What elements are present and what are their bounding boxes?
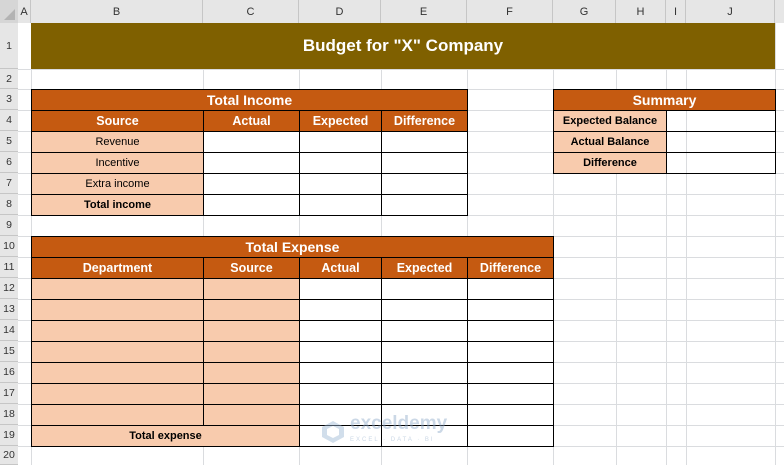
- expense-header-department: Department: [31, 257, 204, 279]
- income-total-difference[interactable]: [381, 194, 468, 216]
- column-header-f[interactable]: F: [467, 0, 553, 23]
- select-all-triangle-icon: [0, 0, 18, 23]
- expense-department-cell[interactable]: [31, 320, 204, 342]
- sheet-title: Budget for "X" Company: [31, 23, 775, 69]
- watermark-brand: exceldemy: [350, 413, 448, 434]
- income-actual-cell[interactable]: [203, 173, 300, 195]
- income-expected-cell[interactable]: [299, 152, 382, 174]
- row-header-19[interactable]: 19: [0, 425, 18, 446]
- expense-source-cell[interactable]: [203, 383, 300, 405]
- expense-department-cell[interactable]: [31, 404, 204, 426]
- expense-expected-cell[interactable]: [381, 362, 468, 384]
- expense-total-label: Total expense: [31, 425, 300, 447]
- row-header-1[interactable]: 1: [0, 23, 18, 69]
- expense-header-actual: Actual: [299, 257, 382, 279]
- expense-actual-cell[interactable]: [299, 299, 382, 321]
- expense-expected-cell[interactable]: [381, 383, 468, 405]
- row-header-6[interactable]: 6: [0, 152, 18, 173]
- income-header-actual: Actual: [203, 110, 300, 132]
- summary-difference-value[interactable]: [666, 152, 776, 174]
- gridline-horizontal: [18, 69, 784, 70]
- summary-difference-label: Difference: [553, 152, 667, 174]
- expense-difference-cell[interactable]: [467, 362, 554, 384]
- income-total-expected[interactable]: [299, 194, 382, 216]
- income-difference-cell[interactable]: [381, 173, 468, 195]
- row-header-3[interactable]: 3: [0, 89, 18, 110]
- expense-source-cell[interactable]: [203, 299, 300, 321]
- row-header-11[interactable]: 11: [0, 257, 18, 278]
- expense-header-difference: Difference: [467, 257, 554, 279]
- row-header-13[interactable]: 13: [0, 299, 18, 320]
- income-header-difference: Difference: [381, 110, 468, 132]
- income-source-revenue: Revenue: [31, 131, 204, 153]
- expense-expected-cell[interactable]: [381, 404, 468, 426]
- column-header-g[interactable]: G: [553, 0, 616, 23]
- expense-department-cell[interactable]: [31, 278, 204, 300]
- row-header-16[interactable]: 16: [0, 362, 18, 383]
- row-header-20[interactable]: 20: [0, 446, 18, 465]
- summary-expected-balance-label: Expected Balance: [553, 110, 667, 132]
- column-header-e[interactable]: E: [381, 0, 467, 23]
- expense-actual-cell[interactable]: [299, 278, 382, 300]
- expense-department-cell[interactable]: [31, 299, 204, 321]
- income-difference-cell[interactable]: [381, 152, 468, 174]
- row-header-17[interactable]: 17: [0, 383, 18, 404]
- expense-header-source: Source: [203, 257, 300, 279]
- expense-difference-cell[interactable]: [467, 299, 554, 321]
- column-header-h[interactable]: H: [616, 0, 666, 23]
- row-header-8[interactable]: 8: [0, 194, 18, 215]
- income-source-incentive: Incentive: [31, 152, 204, 174]
- row-header-2[interactable]: 2: [0, 69, 18, 89]
- row-header-5[interactable]: 5: [0, 131, 18, 152]
- expense-difference-cell[interactable]: [467, 320, 554, 342]
- expense-source-cell[interactable]: [203, 341, 300, 363]
- income-title: Total Income: [31, 89, 468, 111]
- expense-difference-cell[interactable]: [467, 278, 554, 300]
- select-all-corner[interactable]: [0, 0, 18, 23]
- expense-actual-cell[interactable]: [299, 341, 382, 363]
- expense-source-cell[interactable]: [203, 320, 300, 342]
- income-actual-cell[interactable]: [203, 131, 300, 153]
- income-actual-cell[interactable]: [203, 152, 300, 174]
- expense-source-cell[interactable]: [203, 278, 300, 300]
- expense-difference-cell[interactable]: [467, 341, 554, 363]
- expense-actual-cell[interactable]: [299, 320, 382, 342]
- expense-source-cell[interactable]: [203, 404, 300, 426]
- expense-department-cell[interactable]: [31, 383, 204, 405]
- expense-expected-cell[interactable]: [381, 320, 468, 342]
- income-difference-cell[interactable]: [381, 131, 468, 153]
- income-source-extra: Extra income: [31, 173, 204, 195]
- column-header-d[interactable]: D: [299, 0, 381, 23]
- expense-department-cell[interactable]: [31, 341, 204, 363]
- income-total-label: Total income: [31, 194, 204, 216]
- column-header-b[interactable]: B: [31, 0, 203, 23]
- expense-difference-cell[interactable]: [467, 404, 554, 426]
- summary-actual-balance-value[interactable]: [666, 131, 776, 153]
- watermark-tagline: EXCEL · DATA · BI: [350, 437, 435, 443]
- expense-actual-cell[interactable]: [299, 362, 382, 384]
- row-header-4[interactable]: 4: [0, 110, 18, 131]
- column-header-c[interactable]: C: [203, 0, 299, 23]
- expense-department-cell[interactable]: [31, 362, 204, 384]
- income-expected-cell[interactable]: [299, 173, 382, 195]
- expense-source-cell[interactable]: [203, 362, 300, 384]
- summary-actual-balance-label: Actual Balance: [553, 131, 667, 153]
- income-header-source: Source: [31, 110, 204, 132]
- column-header-a[interactable]: A: [18, 0, 31, 23]
- row-header-14[interactable]: 14: [0, 320, 18, 341]
- expense-total-actual[interactable]: [299, 425, 382, 447]
- income-header-expected: Expected: [299, 110, 382, 132]
- row-header-15[interactable]: 15: [0, 341, 18, 362]
- column-header-i[interactable]: I: [666, 0, 686, 23]
- row-header-9[interactable]: 9: [0, 215, 18, 236]
- summary-expected-balance-value[interactable]: [666, 110, 776, 132]
- expense-header-expected: Expected: [381, 257, 468, 279]
- expense-total-difference[interactable]: [467, 425, 554, 447]
- expense-expected-cell[interactable]: [381, 278, 468, 300]
- expense-actual-cell[interactable]: [299, 383, 382, 405]
- expense-expected-cell[interactable]: [381, 341, 468, 363]
- income-expected-cell[interactable]: [299, 131, 382, 153]
- row-header-12[interactable]: 12: [0, 278, 18, 299]
- expense-expected-cell[interactable]: [381, 299, 468, 321]
- row-header-7[interactable]: 7: [0, 173, 18, 194]
- row-header-18[interactable]: 18: [0, 404, 18, 425]
- expense-total-expected[interactable]: [381, 425, 468, 447]
- row-header-10[interactable]: 10: [0, 236, 18, 257]
- summary-title: Summary: [553, 89, 776, 111]
- expense-difference-cell[interactable]: [467, 383, 554, 405]
- expense-actual-cell[interactable]: [299, 404, 382, 426]
- income-total-actual[interactable]: [203, 194, 300, 216]
- expense-title: Total Expense: [31, 236, 554, 258]
- column-header-j[interactable]: J: [686, 0, 775, 23]
